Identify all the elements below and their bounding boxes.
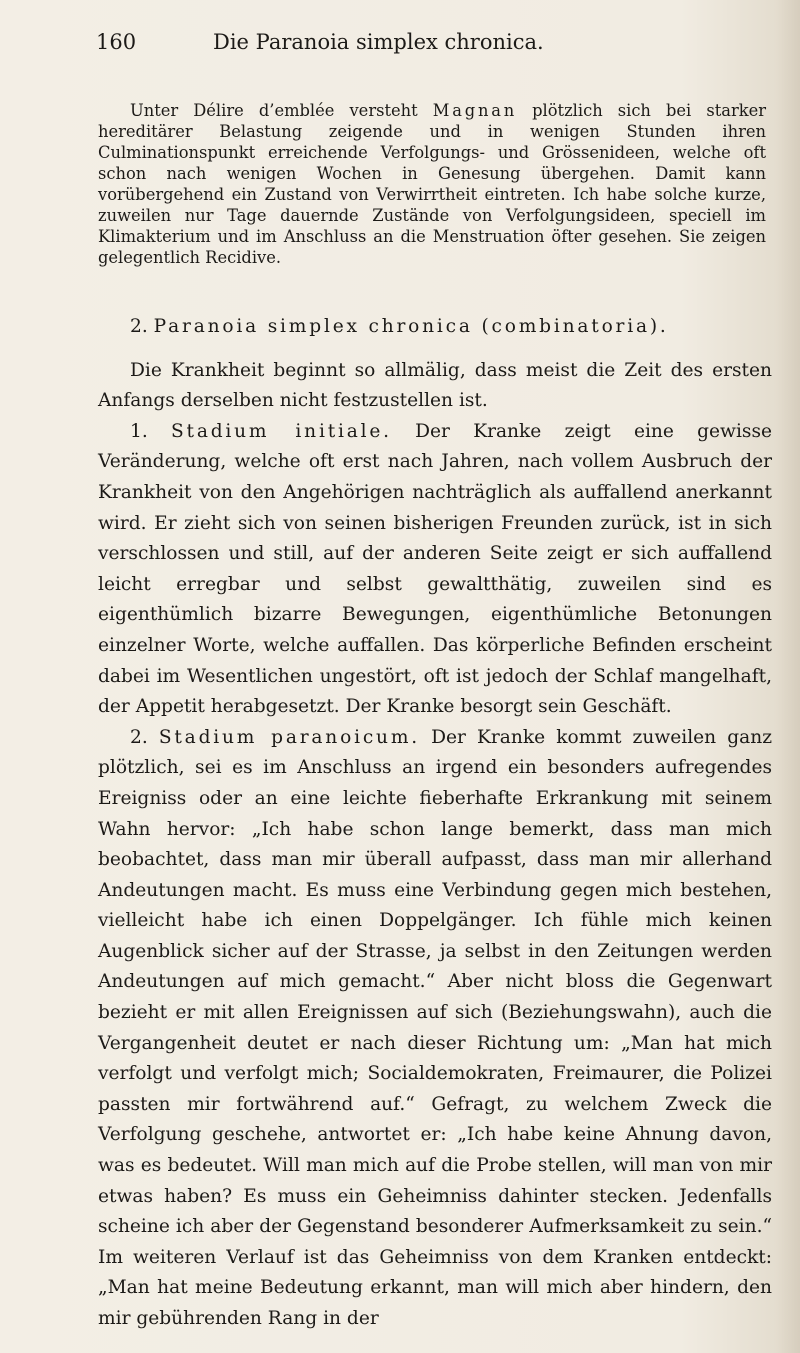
intro-before-name: Unter Délire d’emblée versteht <box>130 101 433 120</box>
page-header <box>96 22 756 62</box>
intro-text <box>98 100 766 268</box>
main-text <box>98 312 772 1335</box>
paragraph-stage-paranoicum <box>98 723 772 1335</box>
paragraph-stage-initiale <box>98 417 772 723</box>
stage1-label: Stadium initiale. <box>171 420 392 442</box>
stage2-label: Stadium paranoicum. <box>158 726 420 748</box>
section-title: Paranoia simplex chronica (combinatoria). <box>153 316 669 337</box>
stage2-number: 2. <box>130 726 148 748</box>
page-number: 160 <box>96 30 137 54</box>
section-number: 2. <box>130 316 148 337</box>
stage1-text: Der Kranke zeigt eine gewisse Veränderung, welche oft erst nach Jahren, nach vollem Ausbruch der Krankheit von den Angehörigen nachträglich als auffallend anerkannt wird. Er zieht sich von seinen bisherigen Freunden zurück, ist in sich verschlossen und still, auf der anderen Seite zeigt er sich auffallend leicht erregbar und selbst gewaltthätig, zuweilen sind es eigenthümlich bizarre Bewegungen, eigenthümliche Betonungen einzelner Worte, welche auffallen. Das körperliche Befinden erscheint dabei im Wesentlichen ungestört, oft ist jedoch der Schlaf mangelhaft, der Appetit herabgesetzt. Der Kranke besorgt sein Geschäft. <box>98 420 772 718</box>
intro-after-name: plötzlich sich bei starker hereditärer Belastung zeigende und in wenigen Stunden ihren Culminationspunkt erreichende Verfolgungs- und Grössenideen, welche oft schon nach wenigen Wochen in Genesung übergehen. Damit kann vorübergehend ein Zustand von Verwirrtheit eintreten. Ich habe solche kurze, zuweilen nur Tage dauernde Zustände von Verfolgungsideen, speciell im Klimakterium und im Anschluss an die Menstruation öfter gesehen. Sie zeigen gelegentlich Recidive. <box>98 101 767 267</box>
paragraph-onset: Die Krankheit beginnt so allmälig, dass meist die Zeit des ersten Anfangs derselben nicht festzustellen ist. <box>98 359 772 412</box>
section-heading <box>98 312 772 343</box>
author-name: Magnan <box>432 101 518 120</box>
intro-paragraph <box>98 100 766 268</box>
stage1-number: 1. <box>130 420 148 442</box>
stage2-text: Der Kranke kommt zuweilen ganz plötzlich, sei es im Anschluss an irgend ein besonders aufregendes Ereigniss oder an eine leichte fieberhafte Erkrankung mit seinem Wahn hervor: „Ich habe schon lange bemerkt, dass man mich beobachtet, dass man mir überall aufpasst, dass man mir allerhand Andeutungen macht. Es muss eine Verbindung gegen mich bestehen, vielleicht habe ich einen Doppelgänger. Ich fühle mich keinen Augenblick sicher auf der Strasse, ja selbst in den Zeitungen werden Andeutungen auf mich gemacht.“ Aber nicht bloss die Gegenwart bezieht er mit allen Ereignissen auf sich (Beziehungswahn), auch die Vergangenheit deutet er nach dieser Richtung um: „Man hat mich verfolgt und verfolgt mich; Socialdemokraten, Freimaurer, die Polizei passten mir fortwährend auf.“ Gefragt, zu welchem Zweck die Verfolgung geschehe, antwortet er: „Ich habe keine Ahnung davon, was es bedeutet. Will man mich auf die Probe stellen, will man von mir etwas haben? Es muss ein Geheimniss dahinter stecken. Jedenfalls scheine ich aber der Gegenstand besonderer Aufmerksamkeit zu sein.“ Im weiteren Verlauf ist das Geheimniss von dem Kranken entdeckt: „Man hat meine Bedeutung erkannt, man will mich aber hindern, den mir gebührenden Rang in der <box>98 726 772 1329</box>
running-title: Die Paranoia simplex chronica. <box>213 30 544 54</box>
